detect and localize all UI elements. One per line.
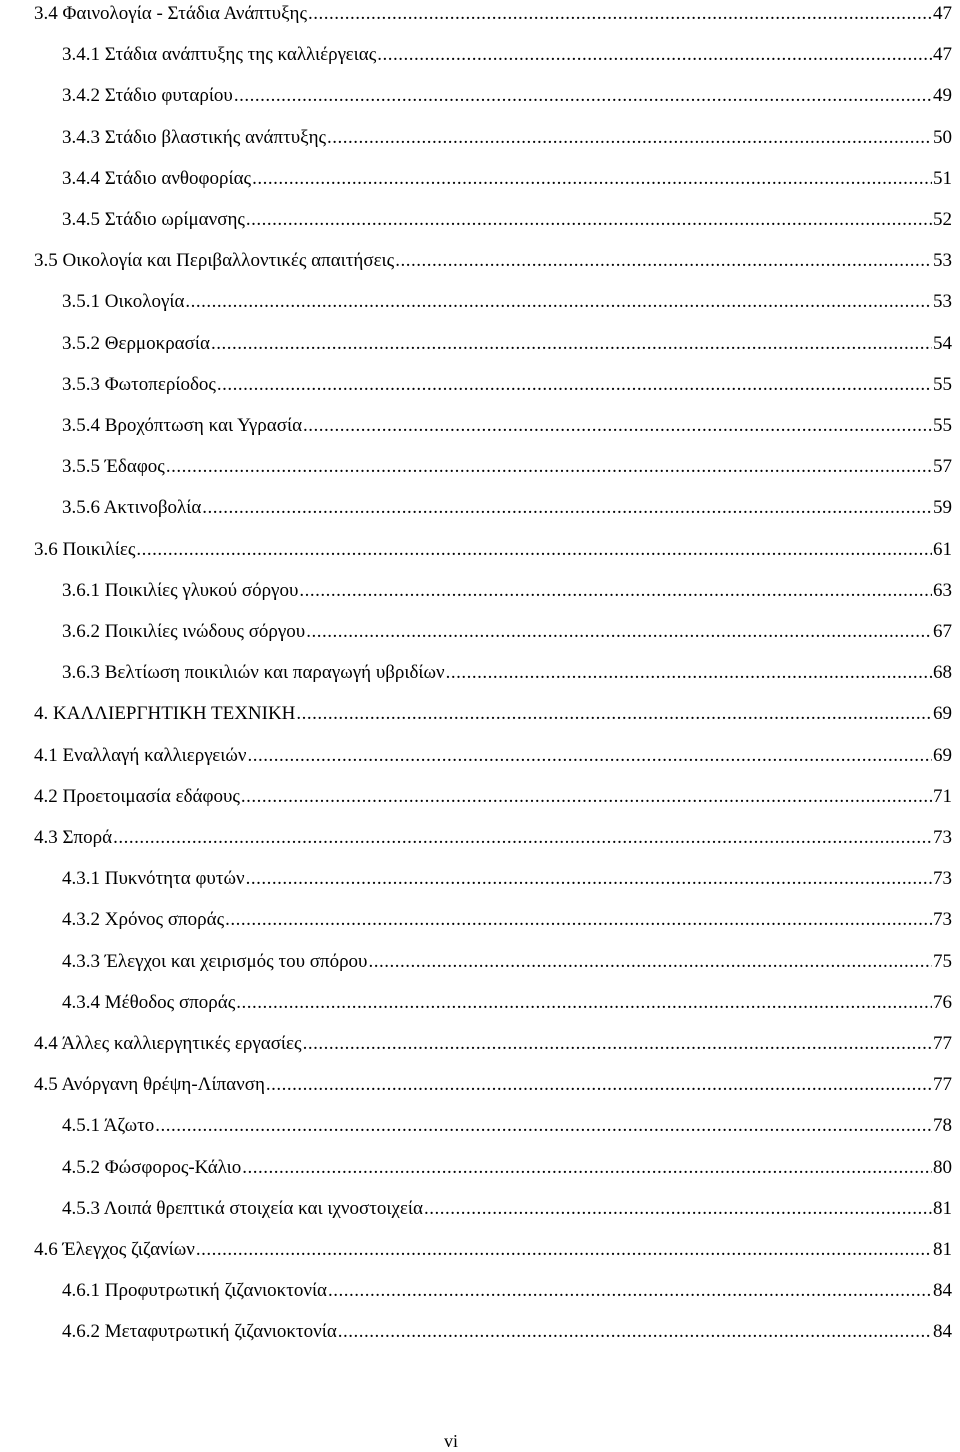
- toc-entry-page: 78: [933, 1115, 952, 1136]
- toc-dot-leader: [296, 700, 932, 728]
- toc-dot-leader: [446, 659, 932, 687]
- toc-entry-page: 57: [933, 456, 952, 477]
- toc-entry[interactable]: [34, 536, 952, 564]
- toc-entry-page: 51: [933, 168, 952, 189]
- toc-entry-title: 4.5.1 Άζωτο: [62, 1115, 155, 1136]
- toc-dot-leader: [303, 412, 932, 440]
- toc-entry-page: 47: [933, 3, 952, 24]
- toc-dot-leader: [246, 865, 932, 893]
- toc-entry[interactable]: [62, 618, 952, 646]
- toc-entry[interactable]: [62, 288, 952, 316]
- toc-entry[interactable]: [62, 865, 952, 893]
- toc-dot-leader: [242, 1154, 932, 1182]
- toc-entry-title: 3.5.5 Έδαφος: [62, 456, 165, 477]
- toc-dot-leader: [236, 989, 932, 1017]
- toc-entry[interactable]: [62, 1154, 952, 1182]
- toc-entry-title: 4.4 Άλλες καλλιεργητικές εργασίες: [34, 1033, 302, 1054]
- toc-entry[interactable]: [62, 41, 952, 69]
- toc-dot-leader: [328, 1277, 932, 1305]
- toc-entry[interactable]: [62, 659, 952, 687]
- toc-entry-page: 73: [933, 909, 952, 930]
- toc-dot-leader: [306, 618, 932, 646]
- toc-dot-leader: [303, 1030, 932, 1058]
- toc-entry-page: 61: [933, 539, 952, 560]
- toc-entry-page: 76: [933, 992, 952, 1013]
- toc-entry-title: 3.5.6 Ακτινοβολία: [62, 497, 202, 518]
- toc-entry[interactable]: [34, 783, 952, 811]
- toc-entry[interactable]: [62, 165, 952, 193]
- toc-entry[interactable]: [62, 412, 952, 440]
- toc-entry[interactable]: [62, 494, 952, 522]
- toc-entry-page: 81: [933, 1198, 952, 1219]
- toc-entry[interactable]: [62, 1277, 952, 1305]
- toc-entry[interactable]: [62, 453, 952, 481]
- toc-entry-page: 84: [933, 1280, 952, 1301]
- toc-entry[interactable]: [34, 1236, 952, 1264]
- toc-entry[interactable]: [62, 82, 952, 110]
- toc-entry-page: 84: [933, 1321, 952, 1342]
- toc-entry-page: 54: [933, 333, 952, 354]
- toc-dot-leader: [241, 783, 932, 811]
- toc-entry-title: 3.4.5 Στάδιο ωρίμανσης: [62, 209, 245, 230]
- toc-entry-page: 59: [933, 497, 952, 518]
- toc-entry-page: 53: [933, 291, 952, 312]
- toc-entry-title: 4.3 Σπορά: [34, 827, 113, 848]
- toc-dot-leader: [185, 288, 932, 316]
- toc-dot-leader: [234, 82, 932, 110]
- toc-entry-title: 3.4.3 Στάδιο βλαστικής ανάπτυξης: [62, 127, 327, 148]
- toc-entry-title: 3.4.2 Στάδιο φυταρίου: [62, 85, 233, 106]
- toc-entry-title: 3.6.3 Βελτίωση ποικιλιών και παραγωγή υβριδίων: [62, 662, 445, 683]
- toc-dot-leader: [196, 1236, 932, 1264]
- toc-entry-page: 68: [933, 662, 952, 683]
- toc-dot-leader: [377, 41, 932, 69]
- toc-entry[interactable]: [62, 989, 952, 1017]
- toc-entry[interactable]: [62, 371, 952, 399]
- toc-dot-leader: [211, 330, 932, 358]
- toc-entry-title: 3.4 Φαινολογία - Στάδια Ανάπτυξης: [34, 3, 307, 24]
- toc-entry-title: 4.6.1 Προφυτρωτική ζιζανιοκτονία: [62, 1280, 328, 1301]
- toc-dot-leader: [248, 742, 933, 770]
- toc-entry-title: 4.5.3 Λοιπά θρεπτικά στοιχεία και ιχνοστοιχεία: [62, 1198, 423, 1219]
- toc-entry-page: 52: [933, 209, 952, 230]
- toc-entry-title: 4.1 Εναλλαγή καλλιεργειών: [34, 745, 247, 766]
- toc-entry[interactable]: [34, 247, 952, 275]
- toc-entry-title: 3.4.1 Στάδια ανάπτυξης της καλλιέργειας: [62, 44, 377, 65]
- toc-entry-page: 69: [933, 745, 952, 766]
- toc-dot-leader: [368, 948, 932, 976]
- toc-entry-title: 4.3.1 Πυκνότητα φυτών: [62, 868, 245, 889]
- toc-entry-title: 3.5.4 Βροχόπτωση και Υγρασία: [62, 415, 303, 436]
- toc-entry-title: 3.5.2 Θερμοκρασία: [62, 333, 210, 354]
- toc-entry-title: 3.6.2 Ποικιλίες ινώδους σόργου: [62, 621, 306, 642]
- toc-entry-page: 81: [933, 1239, 952, 1260]
- toc-entry-title: 4.6.2 Μεταφυτρωτική ζιζανιοκτονία: [62, 1321, 337, 1342]
- toc-entry-page: 67: [933, 621, 952, 642]
- page-number: vi: [443, 1431, 458, 1451]
- toc-entry[interactable]: [62, 124, 952, 152]
- toc-dot-leader: [338, 1318, 932, 1346]
- toc-entry-page: 77: [933, 1074, 952, 1095]
- toc-entry-page: 63: [933, 580, 952, 601]
- toc-entry-page: 71: [933, 786, 952, 807]
- toc-entry-page: 69: [933, 703, 952, 724]
- toc-entry-page: 73: [933, 827, 952, 848]
- toc-dot-leader: [308, 0, 932, 28]
- toc-dot-leader: [202, 494, 932, 522]
- toc-entry-page: 55: [933, 415, 952, 436]
- toc-entry-title: 4.2 Προετοιμασία εδάφους: [34, 786, 240, 807]
- toc-entry[interactable]: [62, 906, 952, 934]
- toc-entry[interactable]: [62, 206, 952, 234]
- toc-entry-page: 49: [933, 85, 952, 106]
- toc-entry[interactable]: [34, 1071, 952, 1099]
- toc-dot-leader: [166, 453, 932, 481]
- toc-dot-leader: [299, 577, 932, 605]
- toc-entry-page: 50: [933, 127, 952, 148]
- toc-entry-title: 3.5 Οικολογία και Περιβαλλοντικές απαιτήσεις: [34, 250, 395, 271]
- toc-dot-leader: [136, 536, 932, 564]
- toc-entry-title: 4.3.2 Χρόνος σποράς: [62, 909, 225, 930]
- toc-entry[interactable]: [62, 330, 952, 358]
- toc-entry[interactable]: [34, 700, 952, 728]
- toc-entry[interactable]: [62, 1112, 952, 1140]
- toc-entry-title: 4.3.4 Μέθοδος σποράς: [62, 992, 236, 1013]
- toc-dot-leader: [113, 824, 932, 852]
- toc-entry[interactable]: [34, 0, 952, 28]
- toc-entry-title: 3.5.1 Οικολογία: [62, 291, 185, 312]
- toc-entry-title: 4.5 Ανόργανη θρέψη-Λίπανση: [34, 1074, 265, 1095]
- toc-dot-leader: [246, 206, 932, 234]
- toc-entry-title: 4.6 Έλεγχος ζιζανίων: [34, 1239, 195, 1260]
- toc-entry-title: 4.5.2 Φώσφορος-Κάλιο: [62, 1157, 242, 1178]
- toc-entry[interactable]: [62, 1318, 952, 1346]
- toc-dot-leader: [327, 124, 932, 152]
- toc-entry-page: 73: [933, 868, 952, 889]
- toc-entry[interactable]: [34, 824, 952, 852]
- toc-entry-title: 3.4.4 Στάδιο ανθοφορίας: [62, 168, 252, 189]
- toc-entry-title: 3.6 Ποικιλίες: [34, 539, 136, 560]
- toc-entry-title: 4. ΚΑΛΛΙΕΡΓΗΤΙΚΗ ΤΕΧΝΙΚΗ: [34, 703, 296, 724]
- toc-dot-leader: [395, 247, 932, 275]
- toc-entry-title: 3.5.3 Φωτοπερίοδος: [62, 374, 216, 395]
- toc-entry[interactable]: [34, 742, 952, 770]
- toc-entry-page: 80: [933, 1157, 952, 1178]
- toc-entry-page: 75: [933, 951, 952, 972]
- toc-dot-leader: [217, 371, 932, 399]
- toc-entry-page: 47: [933, 44, 952, 65]
- toc-entry-title: 4.3.3 Έλεγχοι και χειρισμός του σπόρου: [62, 951, 368, 972]
- toc-entry[interactable]: [62, 1195, 952, 1223]
- toc-entry-title: 3.6.1 Ποικιλίες γλυκού σόργου: [62, 580, 299, 601]
- toc-dot-leader: [266, 1071, 932, 1099]
- toc-dot-leader: [424, 1195, 932, 1223]
- toc-dot-leader: [155, 1112, 932, 1140]
- toc-entry[interactable]: [62, 948, 952, 976]
- toc-entry-page: 55: [933, 374, 952, 395]
- toc-entry[interactable]: [62, 577, 952, 605]
- toc-entry-page: 53: [933, 250, 952, 271]
- toc-dot-leader: [252, 165, 932, 193]
- toc-dot-leader: [225, 906, 932, 934]
- toc-entry-page: 77: [933, 1033, 952, 1054]
- toc-entry[interactable]: [34, 1030, 952, 1058]
